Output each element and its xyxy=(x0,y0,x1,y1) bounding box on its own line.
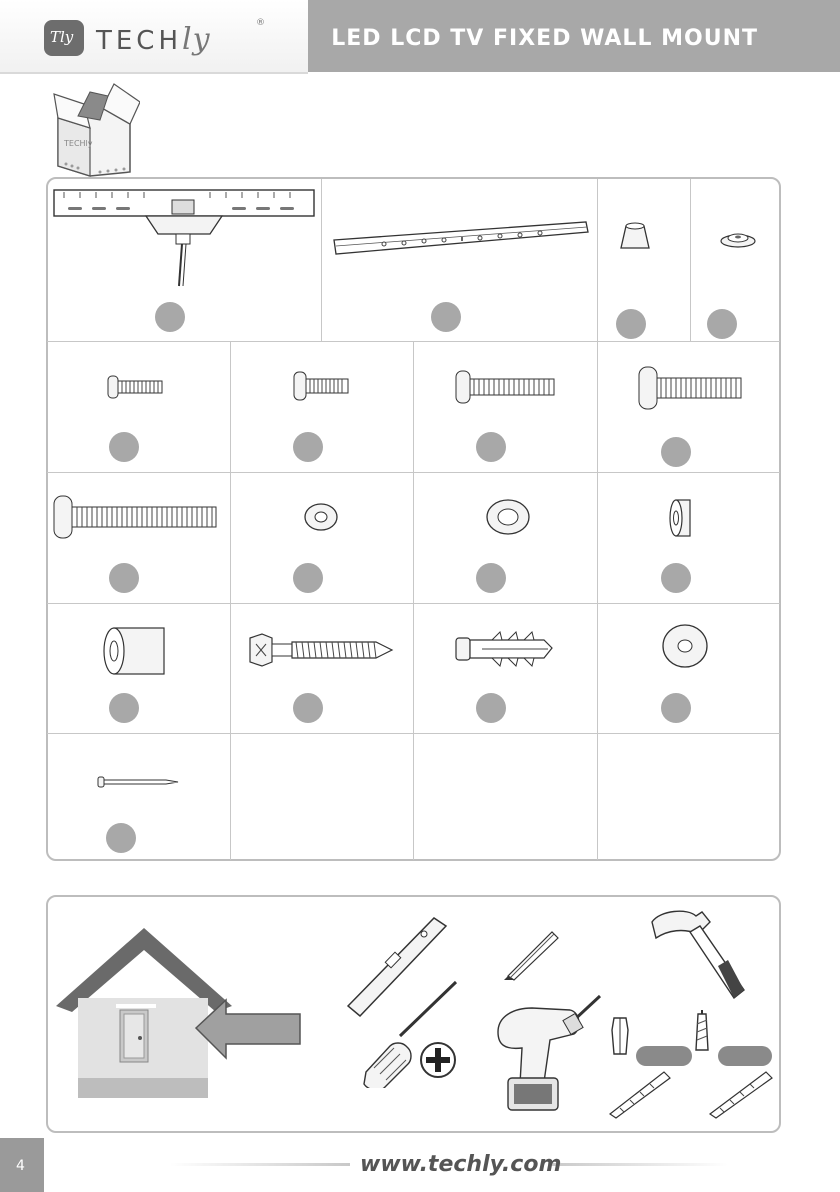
part-number-badge xyxy=(293,563,323,593)
tv-bracket-part xyxy=(50,186,318,290)
part-number-badge xyxy=(616,309,646,339)
part-number-badge xyxy=(431,302,461,332)
page-title: LED LCD TV FIXED WALL MOUNT xyxy=(331,26,758,51)
techly-logo-icon xyxy=(44,20,84,56)
wood-drill-bit-long-icon xyxy=(706,1068,774,1120)
col-divider xyxy=(597,179,598,341)
package-box-icon xyxy=(50,80,140,180)
part-number-badge xyxy=(155,302,185,332)
registered-mark: ® xyxy=(256,18,265,28)
header-divider xyxy=(0,72,308,74)
screw-m5-part xyxy=(292,369,352,403)
col-divider xyxy=(321,179,322,341)
masonry-drill-bit-icon xyxy=(604,1014,636,1058)
pencil-icon xyxy=(500,926,564,982)
page-number-box xyxy=(0,1138,44,1192)
part-number-badge xyxy=(109,432,139,462)
electric-drill-icon xyxy=(492,992,602,1118)
washer-large-part xyxy=(660,622,710,670)
col-divider xyxy=(597,342,598,860)
wall-rail-part xyxy=(330,218,592,262)
hammer-icon xyxy=(640,904,748,1000)
part-number-badge xyxy=(476,432,506,462)
footer-line-right xyxy=(548,1163,728,1166)
screw-m6-part xyxy=(454,368,558,406)
page-number: 4 xyxy=(16,1158,25,1174)
col-divider xyxy=(230,342,231,860)
phillips-head-icon xyxy=(418,1040,458,1080)
screw-m8-part xyxy=(637,364,745,412)
part-number-badge xyxy=(109,693,139,723)
part-number-badge xyxy=(106,823,136,853)
col-divider xyxy=(690,179,691,341)
footer-url[interactable]: www.techly.com xyxy=(360,1152,562,1177)
wood-drill-bit-icon xyxy=(688,1010,716,1058)
washer-small-part xyxy=(302,501,340,533)
lag-bolt-part xyxy=(246,630,396,670)
part-number-badge xyxy=(293,432,323,462)
box-brand-text: TECHly xyxy=(64,139,93,148)
part-number-badge xyxy=(109,563,139,593)
nail-part xyxy=(96,774,180,790)
part-number-badge xyxy=(293,693,323,723)
footer-line-left xyxy=(170,1163,350,1166)
masonry-drill-bit-long-icon xyxy=(606,1068,672,1120)
logo-badge-text: Tly xyxy=(50,28,74,46)
rubber-spacer-part xyxy=(618,220,652,254)
part-number-badge xyxy=(661,693,691,723)
small-cap-part xyxy=(718,228,758,250)
col-divider xyxy=(413,342,414,860)
screw-m8-long-part xyxy=(52,494,220,540)
wall-anchor-part xyxy=(452,628,556,670)
drill-bit-label-box xyxy=(718,1046,772,1066)
part-number-badge xyxy=(661,563,691,593)
part-number-badge xyxy=(476,693,506,723)
washer-medium-part xyxy=(484,497,532,537)
drill-bit-label-box xyxy=(636,1046,692,1066)
part-number-badge xyxy=(707,309,737,339)
logo-text-script: ly xyxy=(182,22,211,57)
part-number-badge xyxy=(476,563,506,593)
spacer-thick-part xyxy=(100,622,170,678)
part-number-badge xyxy=(661,437,691,467)
logo-text-main: TECH xyxy=(96,26,183,56)
spacer-thin-part xyxy=(668,496,696,540)
screw-m4-part xyxy=(106,372,166,402)
techly-logo-text xyxy=(96,22,211,57)
house-indoor-icon xyxy=(56,928,306,1098)
